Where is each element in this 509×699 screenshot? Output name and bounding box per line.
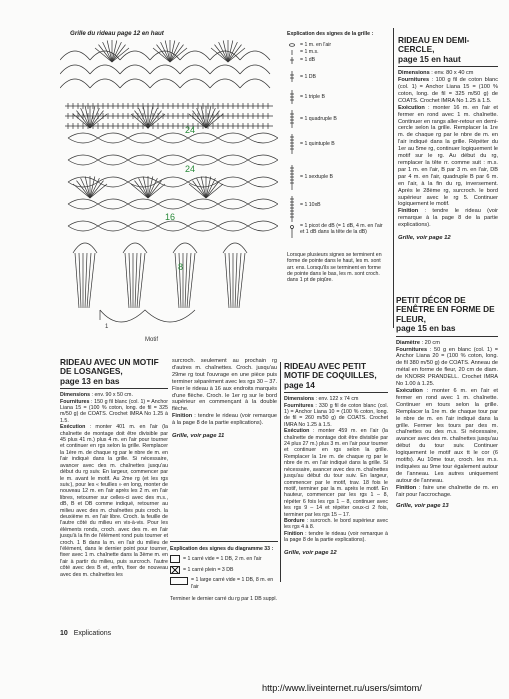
legend-title: Explication des signes du diagramme 33 : bbox=[170, 546, 274, 552]
divider bbox=[170, 541, 278, 542]
chart-mesh bbox=[218, 221, 248, 231]
chart-arch bbox=[223, 243, 247, 253]
chart-arch bbox=[120, 51, 150, 60]
chart-mesh bbox=[218, 199, 248, 209]
section-subtitle: page 13 en bas bbox=[60, 375, 120, 386]
chart-stitch bbox=[129, 253, 131, 308]
section-subtitle: page 15 en bas bbox=[396, 323, 456, 334]
legend-symbols bbox=[287, 40, 299, 240]
chart-stitch bbox=[137, 253, 141, 308]
chart-number-24b: 24 bbox=[185, 125, 196, 135]
chart-stitch bbox=[85, 253, 87, 308]
section-title: PETIT DÉCOR DE FENÊTRE EN FORME DE FLEUR, bbox=[396, 295, 495, 324]
chart-stitch bbox=[139, 253, 145, 308]
legend-item-quadruple: = 1 quadruple B bbox=[300, 116, 337, 122]
chart-mesh bbox=[128, 199, 158, 209]
section-title: RIDEAU AVEC UN MOTIF DE LOSANGES, bbox=[60, 357, 159, 377]
section-name: Explications bbox=[73, 630, 112, 637]
chart-mesh bbox=[98, 155, 128, 165]
chart-stitch bbox=[87, 253, 91, 308]
chart-arch bbox=[90, 65, 120, 74]
divider bbox=[393, 28, 394, 328]
legend-item-sc: = 1 m.s. bbox=[300, 49, 319, 55]
chart-arch bbox=[123, 243, 147, 253]
chart-note: Lorsque plusieurs signes se terminent en forme de pointe dans le haut, les m. sont arr. ens. Lorsqu'ils se terminent en forme de pointe dans le bas, les m. sont croch. dans 1 pt de piqûre. bbox=[287, 252, 382, 284]
chart-arch bbox=[120, 79, 150, 88]
section-title: RIDEAU EN DEMI-CERCLE, bbox=[398, 35, 470, 55]
filled-square-icon bbox=[170, 566, 180, 574]
chart-stitch bbox=[75, 253, 79, 308]
divider bbox=[280, 362, 281, 582]
chart-mesh bbox=[158, 221, 188, 231]
legend-item-db: = 1 dB bbox=[300, 57, 316, 63]
crochet-chart bbox=[60, 38, 278, 343]
chart-arch bbox=[180, 79, 210, 88]
section-caption: Grille, voir page 11 bbox=[172, 433, 225, 440]
chart-stitch bbox=[125, 253, 129, 308]
chart-arch bbox=[240, 51, 270, 60]
chart-arch bbox=[60, 79, 90, 88]
section-caption: Grille, voir page 12 bbox=[284, 549, 337, 556]
section-text: Dimensions : env. 80 x 40 cm Fournitures : 100 g fil de coton blanc (col. 1) = Anchor Liana 15 = (100 % coton, long. de fil = 325 m/50 g) de COATS. Crochet IMRA No 1.25 à 1.5. Exécution : monter 16 m. en l'air et fermer en rond avec 1 m. chaînette. Continuer en rangs aller-retour en demi-cercle selon la grille. Remplacer la 1re m. de chaque rg par le nbre de m. en l'air indiqué dans la grille. Répéter du 1er au 5me rg, continuer logiquement le motif sur le rg. Au début du rg, remplacer la tête rr. comme suit : m.s. par 1 m. en l'air, B par 3 m. en l'air, DB par 4 m. en l'air, quadruple B par 6 m. en l'air, à la fin du rg, inversement. Après le 28ème rg, surcroch. le bord supérieur avec le rg 5. Continuer logiquement le motif. Finition : tendre le rideau (voir remarque à la page 8 de la partie explications). bbox=[398, 70, 498, 229]
chart-mesh bbox=[158, 177, 188, 187]
chart-arch bbox=[210, 65, 240, 74]
chart-arch bbox=[240, 79, 270, 88]
chart-mesh bbox=[218, 155, 248, 165]
chart-mesh bbox=[248, 177, 278, 187]
legend-item-filled: = 1 carré plein = 3 DB bbox=[183, 567, 234, 574]
legend-item-empty: = 1 carré vide = 1 DB, 2 m. en l'air bbox=[183, 556, 262, 563]
chart-stitch bbox=[237, 253, 241, 308]
section-caption: Grille, voir page 12 bbox=[398, 235, 451, 242]
legend-item-DB: = 1 DB bbox=[300, 74, 317, 80]
legend-note: Terminer le dernier carré du rg par 1 DB suppl. bbox=[170, 595, 277, 602]
page-number: 10 bbox=[60, 630, 68, 637]
chart-mesh bbox=[188, 199, 218, 209]
wide-square-icon bbox=[170, 577, 188, 585]
chart-mesh bbox=[188, 221, 218, 231]
chart-stitch bbox=[135, 253, 137, 308]
chart-mesh bbox=[158, 199, 188, 209]
chart-mesh bbox=[68, 133, 98, 143]
chart-mesh bbox=[98, 221, 128, 231]
legend-labels bbox=[300, 40, 390, 250]
section-losanges bbox=[60, 358, 168, 578]
chart-mesh bbox=[128, 221, 158, 231]
chart-arch bbox=[90, 79, 120, 88]
section-subtitle: page 14 bbox=[284, 379, 315, 390]
diagram-legend bbox=[170, 546, 278, 602]
chart-stitch bbox=[235, 253, 237, 308]
legend-item-quintuple: = 1 quintuple B bbox=[300, 141, 335, 147]
chart-number-8: 8 bbox=[178, 262, 184, 272]
chart-arch bbox=[210, 79, 240, 88]
chart-arch bbox=[180, 51, 210, 60]
motif-label: Motif bbox=[145, 337, 159, 343]
chart-arch bbox=[150, 79, 180, 88]
section-caption: Grille, voir page 13 bbox=[396, 503, 449, 510]
section-title: RIDEAU AVEC PETIT MOTIF DE COQUILLES, bbox=[284, 361, 377, 381]
chart-stitch bbox=[225, 253, 229, 308]
chart-mesh bbox=[248, 221, 278, 231]
chart-number-24a: 24 bbox=[185, 164, 196, 174]
chart-stitch bbox=[189, 253, 195, 308]
legend-item-10xb: = 1 10xB bbox=[300, 202, 321, 208]
chart-stitch bbox=[185, 253, 187, 308]
chart-mesh bbox=[248, 133, 278, 143]
chart-number-1: 1 bbox=[105, 324, 109, 330]
legend-title: Explication des signes de la grille : bbox=[287, 31, 374, 37]
watermark-url: http://www.liveinternet.ru/users/simtom/ bbox=[262, 683, 422, 693]
chart-mesh bbox=[68, 199, 98, 209]
chart-arch bbox=[120, 65, 150, 74]
chart-mesh bbox=[158, 133, 188, 143]
section-text: Dimensions : env. 90 x 50 cm. Fournitures : 150 g fil blanc (col. 1) = Anchor Liana 15 = (100 % coton, long. de fil = 325 m/50 g) de COATS. Crochet IMRA No 1.25 à 1.5. Exécution : monter 401 m. en l'air (la chaînette de montage doit être divisible par 45 plus 41 m.) plus 4 m. en l'air pour tourner et continuer en rgs selon la grille. Remplacer la 1ère m. de chaque rg par le nbre de m. en l'air indiqué dans la grille. Si nécessaire, avancer avec des m. chaînettes jusqu'au début du rg suiv. En largeur, commencer par le m. avant le motif. Au 2me rg (et les rgs suiv.), pour les « feuilles » en long, monter de nouveau 12 m. en l'air après les 2 m. en l'air libres, retourner sur celles-ci avec des m.s., dB, B et DB comme indiqué, retourner au milieu avec des m. chaînettes puis croch. la deuxième m. en l'air libre. Croch. la feuille de l'autre côté du milieu en vis-à-vis. Pour les éléments ronds, croch. avec des m. en l'air jusqu'à la fin de l'élément rond puis tourner et croch. 1 B dans la m. en l'air du milieu de l'élément, dans le dernier point pour tourner, fixer avec 1 m. chaînette dans la 3ème m. en l'air à partir du milieu, puis surcroch. l'autre côté avec des B et, enfin, fixer de nouveau avec des m. chaînettes les bbox=[60, 392, 168, 578]
empty-square-icon bbox=[170, 555, 180, 563]
legend-block bbox=[287, 31, 387, 37]
chart-mesh bbox=[98, 199, 128, 209]
legend-item-triple: = 1 triple B bbox=[300, 94, 325, 100]
chart-arch bbox=[173, 243, 197, 253]
chart-stitch bbox=[79, 253, 81, 308]
section-text: surcroch. seulement au prochain rg d'autres m. chaînettes. Croch. jusqu'au 29me rg tout l'ouvrage en une pièce puis terminer séparément avec les rgs 30 – 37. Fixer le rideau à 16 aux endroits marqués d'une flèche. Croch. le 1er rg sur le bord supérieur en commençant à la double flèche. Finition : tendre le rideau (voir remarque à la page 8 de la partie explications). bbox=[172, 358, 277, 427]
chart-arch bbox=[90, 51, 120, 60]
chart-mesh bbox=[248, 199, 278, 209]
chart-stitch bbox=[89, 253, 95, 308]
chart-arch bbox=[150, 65, 180, 74]
chart-mesh bbox=[128, 133, 158, 143]
legend-item-chain: = 1 m. en l'air bbox=[300, 42, 332, 48]
chart-number-16: 16 bbox=[165, 212, 176, 222]
chart-stitch bbox=[187, 253, 191, 308]
legend-item-wide: = 1 large carré vide = 1 DB, 8 m. en l'air bbox=[191, 577, 274, 590]
chart-arch bbox=[100, 310, 195, 322]
section-text: Dimensions : env. 122 x 74 cm Fournitures : 330 g fil de coton blanc (col. 1) = Anchor Liana 10 = (100 % coton, long. de fil = 260 m/50 g) de COATS. Crochet IMRA No 1.25 à 1.5. Exécution : monter 459 m. en l'air (la chaînette de montage doit être divisible par 24 plus 27 m.) plus 3 m. en l'air pour tourner et continuer en rgs selon la grille. Remplacer la 1re m. de chaque rg par le nbre de m. en l'air indiqué dans la grille. Si nécessaire, avancer avec des m. chaînettes jusqu'au début du tour suiv. En largeur, commencer par le motif, trav. 18 fois le motif, terminer par la m. après le motif. En hauteur, commencer par les rgs 1 – 8, répéter 6 fois les rgs 1 – 8, continuer avec les rgs 9 – 14 et répéter ceux-ci 2 fois, terminer par les rgs 15 – 17. Bordure : surcroch. le bord supérieur avec les rgs 4 à 8. Finition : tendre le rideau (voir remarque à la page 8 de la partie explications). bbox=[284, 396, 388, 544]
section-text: Diamètre : 20 cm Fournitures : 50 g en blanc (col. 1) = Anchor Liana 20 = (100 % coton, long. de fil 380 m/50 g) de COATS. Anneau de métal en forme de fleur, 20 cm de diam. de KNORR PRANDELL. Crochet IMRA No 1.00 à 1.25. Exécution : monter 6 m. en l'air et fermer en rond avec 1 m. chaînette. Continuer en tours selon la grille. Remplacer la 1re m. de chaque tour par le nbre de m. en l'air indiqué dans la grille. Fermer les tours par des m. chaînettes ou des m.s. Si nécessaire, avancer avec des m. chaînettes jusqu'au début du tour suiv. Continuer logiquement le motif aux tt le cor (6 motifs). Au 10me tour, croch. les m.s. indiquées au 9me tour également autour de l'anneau. Les autres uniquement autour de l'anneau. Finition : faire une chaînette de m. en l'air pour l'accrochage. bbox=[396, 339, 498, 498]
chart-stitch bbox=[229, 253, 231, 308]
section-fenetre bbox=[396, 296, 498, 509]
section-coquilles bbox=[284, 362, 388, 556]
section-losanges-continued bbox=[172, 358, 277, 439]
chart-arch bbox=[60, 65, 90, 74]
chart-mesh bbox=[218, 177, 248, 187]
chart-mesh bbox=[68, 155, 98, 165]
chart-mesh bbox=[68, 221, 98, 231]
chart-mesh bbox=[158, 155, 188, 165]
chart-mesh bbox=[248, 155, 278, 165]
chart-arch bbox=[240, 65, 270, 74]
chart-title: Grille du rideau page 12 en haut bbox=[70, 30, 164, 37]
chart-stitch bbox=[239, 253, 245, 308]
legend-item-picot: = 1 picot de dB (= 1 dB, 4 m. en l'air et 1 dB dans la tête de la dB) bbox=[300, 223, 383, 235]
chart-arch bbox=[60, 51, 90, 60]
section-subtitle: page 15 en haut bbox=[398, 53, 461, 64]
chart-arch bbox=[73, 243, 97, 253]
chart-mesh bbox=[98, 133, 128, 143]
legend-item-sextuple: = 1 sextuple B bbox=[300, 174, 334, 180]
chart-mesh bbox=[218, 133, 248, 143]
chart-mesh bbox=[128, 155, 158, 165]
page-footer bbox=[60, 630, 111, 637]
section-demi-cercle bbox=[398, 36, 498, 241]
chart-arch bbox=[180, 65, 210, 74]
